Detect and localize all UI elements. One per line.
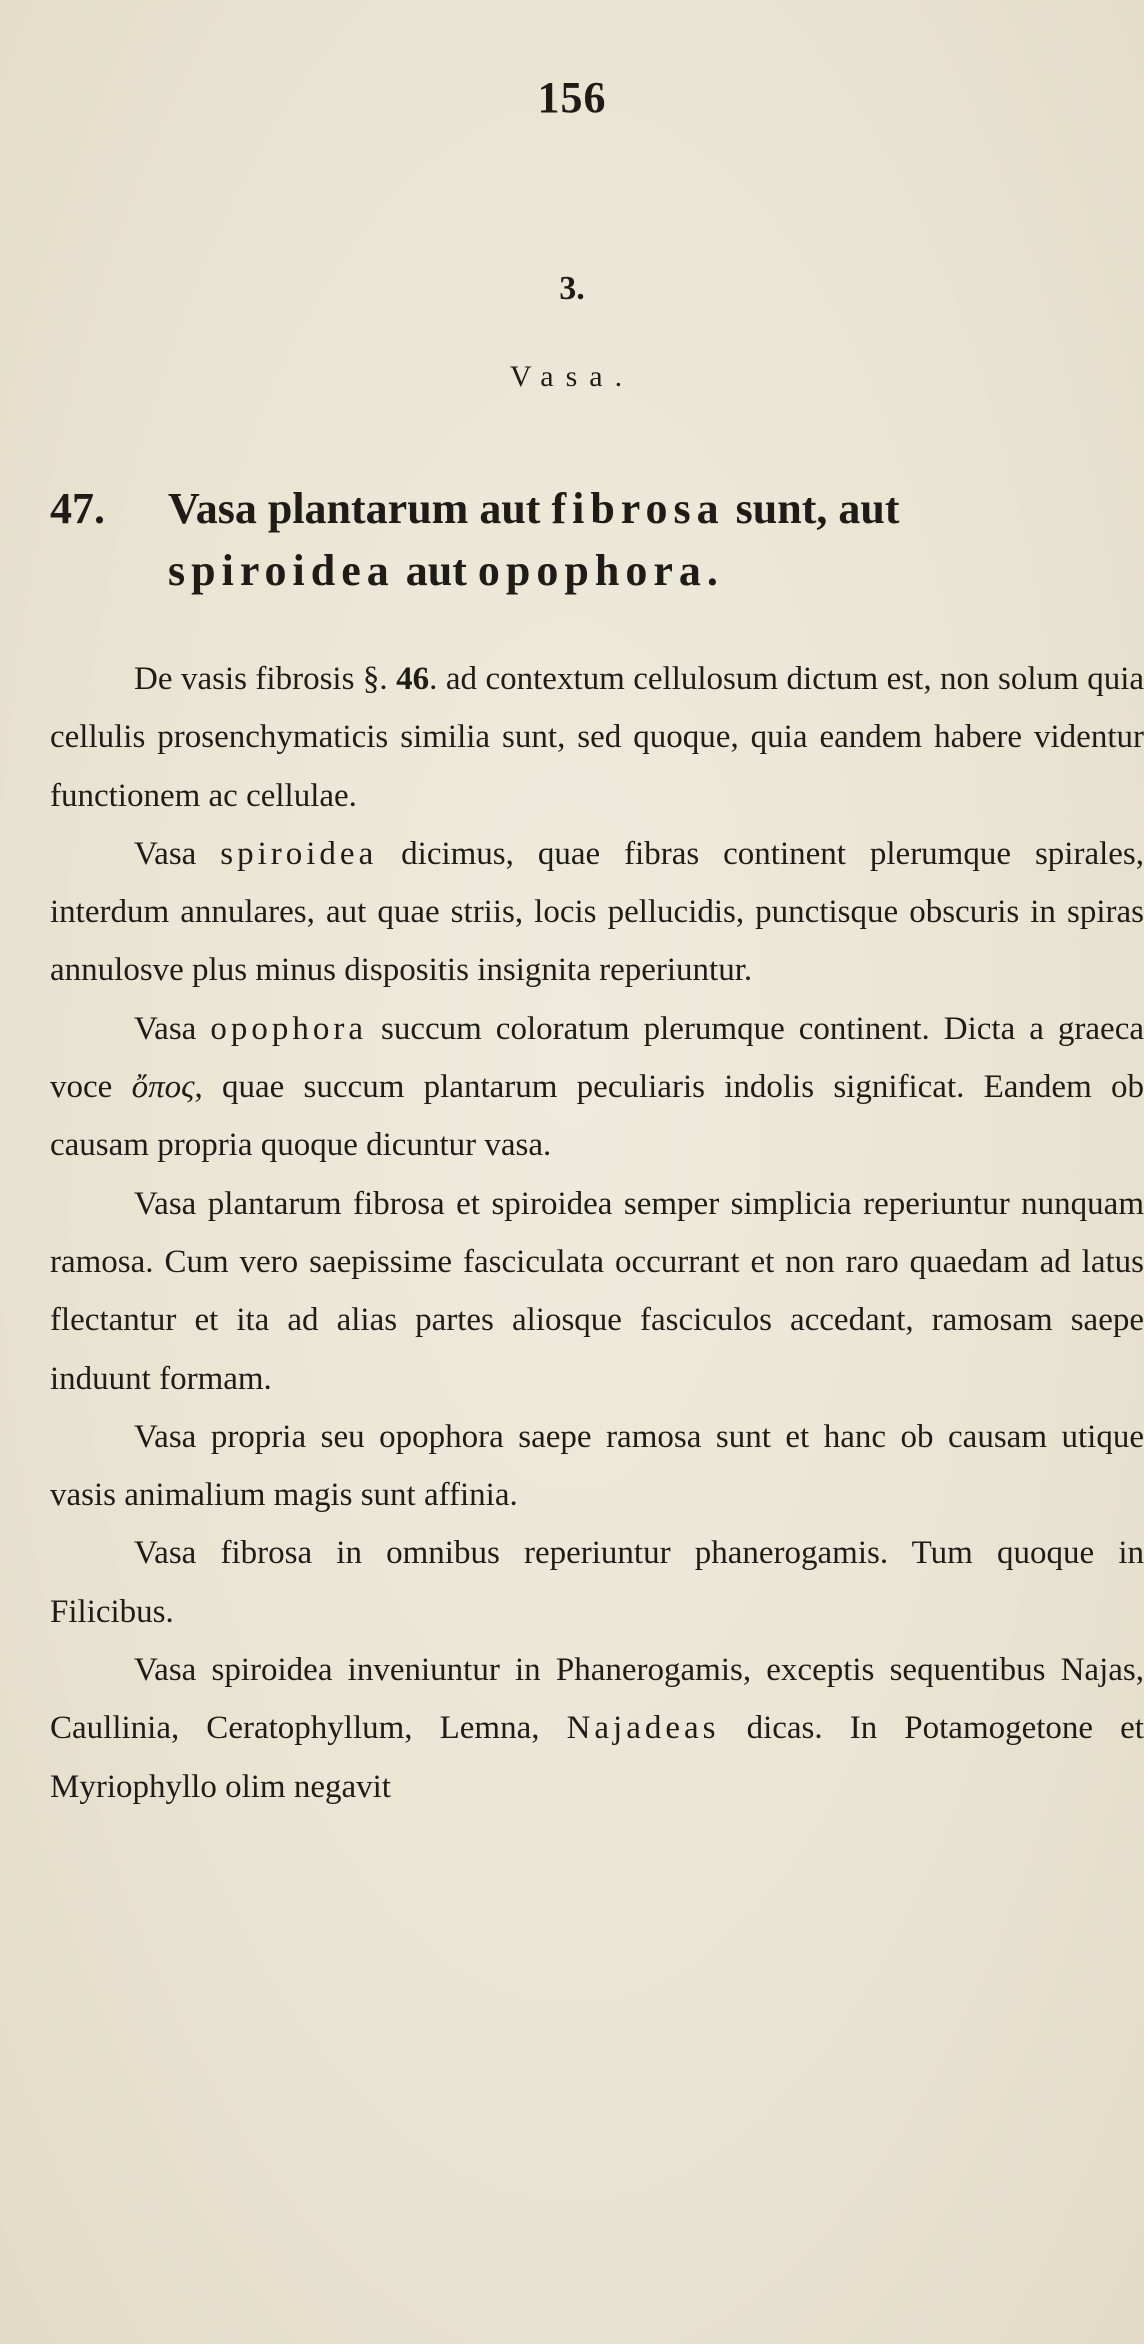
section-title: Vasa. xyxy=(509,360,635,393)
p2-term-spiroidea: spiroidea xyxy=(220,835,378,872)
paragraph-heading xyxy=(50,478,1144,602)
heading-line-2 xyxy=(50,540,1144,602)
paragraph-7 xyxy=(50,1641,1144,1816)
heading-text-part4: . xyxy=(706,546,718,595)
p3-text-after: , quae succum plantarum peculiaris indolis significat. Eandem ob causam propria quoque dicuntur vasa. xyxy=(50,1069,1144,1164)
paragraph-3 xyxy=(50,1000,1144,1175)
p3-term-opophora: opophora xyxy=(210,1010,367,1047)
paragraph-2 xyxy=(50,825,1144,1000)
heading-number: 47. xyxy=(50,484,105,533)
p2-text-after: dicimus, quae fibras continent plerumque spirales, interdum annulares, aut quae striis, locis pellucidis, punctisque obscuris in spiras annulosve plus minus dispositis insignita reperiuntur. xyxy=(50,835,1144,989)
p3-greek-word: ὄπος xyxy=(131,1069,195,1106)
heading-term-fibrosa: fibrosa xyxy=(551,484,725,533)
p7-term-najadeas: Najadeas xyxy=(566,1710,720,1747)
p1-text-after: . ad contextum cellulosum dictum est, non solum quia cellulis prosenchymaticis similia sunt, sed quoque, quia eandem habere videntur functionem ac cellulae. xyxy=(50,661,1144,814)
heading-text-part1: Vasa plantarum aut xyxy=(168,484,552,533)
heading-text-part3: aut xyxy=(394,546,478,595)
paragraph-5: Vasa propria seu opophora saepe ramosa sunt et hanc ob causam utique vasis animalium magis sunt affinia. xyxy=(50,1418,1144,1514)
p7-text-after: dicas. In Potamogetone et Myriophyllo olim negavit xyxy=(50,1710,1144,1805)
paragraph-4: Vasa plantarum fibrosa et spiroidea semper simplicia reperiuntur nunquam ramosa. Cum vero saepissime fasciculata occurrant et non raro quaedam ad latus flectantur et ita ad alias partes aliosque fasciculos accedant, ramosam saepe induunt formam. xyxy=(50,1185,1144,1397)
paragraph-6: Vasa fibrosa in omnibus reperiuntur phanerogamis. Tum quoque in Filicibus. xyxy=(50,1535,1144,1630)
heading-text-part2: sunt, aut xyxy=(724,484,900,533)
heading-term-spiroidea: spiroidea xyxy=(168,546,395,595)
body-text xyxy=(50,650,1144,1816)
paragraph-1 xyxy=(50,650,1144,825)
p2-text-before: Vasa xyxy=(134,835,221,872)
p3-text-before: Vasa xyxy=(134,1010,211,1047)
p7-text-before: Vasa spiroidea inveniuntur in Phanerogamis, exceptis sequentibus Najas, Caullinia, Ceratophyllum, Lemna, xyxy=(50,1652,1144,1747)
heading-term-opophora: opophora xyxy=(477,546,707,595)
section-number: 3. xyxy=(559,270,585,307)
p1-text-before: De vasis fibrosis §. xyxy=(134,661,397,697)
page-number: 156 xyxy=(537,73,607,122)
p3-text-middle: succum coloratum plerumque continent. Dicta a graeca voce xyxy=(50,1010,1144,1106)
p1-section-ref: 46 xyxy=(396,661,430,697)
